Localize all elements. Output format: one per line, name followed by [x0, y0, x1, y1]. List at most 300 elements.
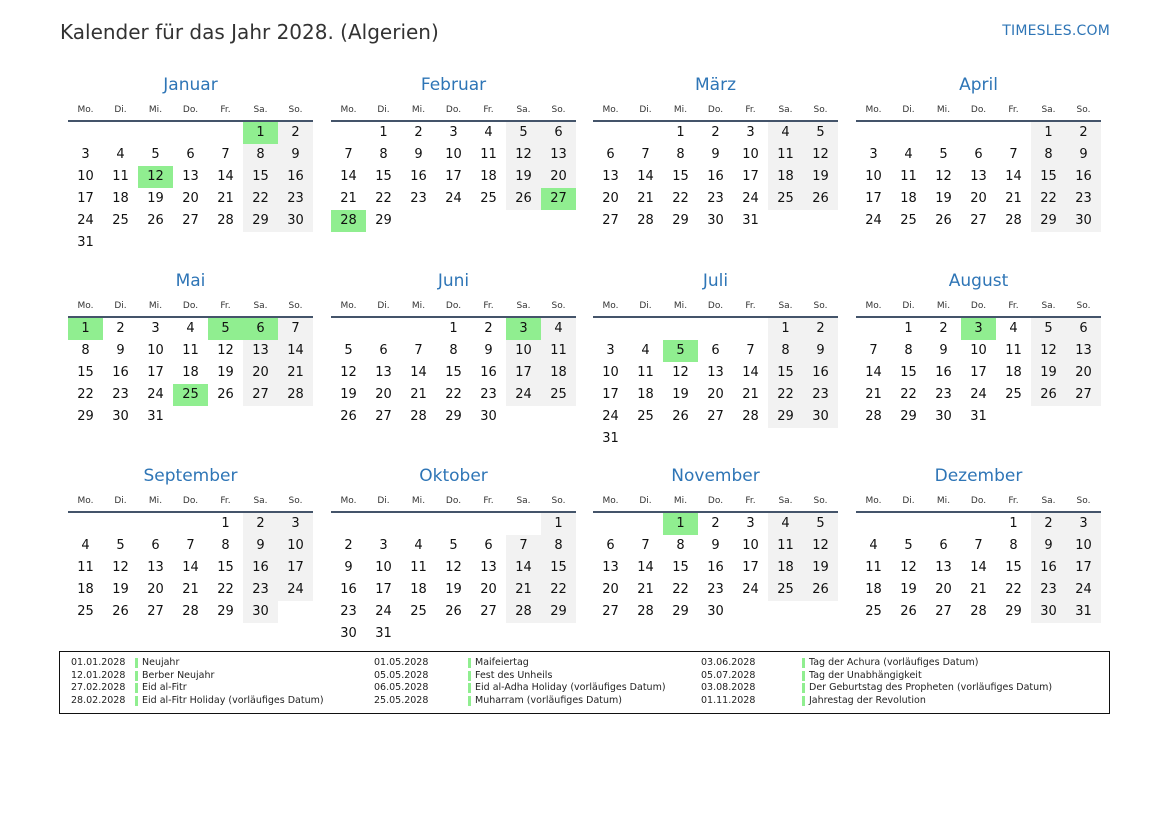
day-cell: 28	[1005, 213, 1022, 228]
month-9	[68, 461, 313, 623]
day-cell: 22	[541, 579, 576, 601]
day-cell: 31	[742, 213, 759, 228]
day-cell: 9	[803, 340, 838, 362]
day-cell: 24	[77, 213, 94, 228]
month-grid	[68, 491, 313, 623]
day-cell: 30	[243, 601, 278, 623]
empty-cell	[401, 318, 436, 340]
day-cell: 22	[1005, 582, 1022, 597]
day-cell: 25	[1005, 387, 1022, 402]
day-cell: 18	[637, 387, 654, 402]
weekday-header: Di.	[891, 296, 926, 318]
day-cell: 1	[449, 321, 458, 336]
day-cell: 20	[147, 582, 164, 597]
month-name: Juni	[437, 271, 470, 291]
day-cell: 13	[602, 560, 619, 575]
weekday-header: Fr.	[471, 296, 506, 318]
day-cell: 3	[869, 147, 878, 162]
day-cell: 11	[637, 365, 654, 380]
month-grid	[593, 491, 838, 623]
day-cell: 31	[602, 431, 619, 446]
day-cell: 21	[1005, 191, 1022, 206]
weekday-header: So.	[541, 491, 576, 513]
day-cell: 16	[480, 365, 497, 380]
day-cell: 25	[480, 191, 497, 206]
day-cell: 18	[768, 166, 803, 188]
day-cell: 21	[278, 362, 313, 384]
day-cell: 15	[541, 557, 576, 579]
day-cell: 31	[970, 409, 987, 424]
month-name: Dezember	[934, 466, 1023, 486]
day-cell: 29	[243, 210, 278, 232]
day-cell: 20	[602, 191, 619, 206]
day-cell: 26	[935, 213, 952, 228]
day-cell: 23	[112, 387, 129, 402]
day-cell: 25	[410, 604, 427, 619]
day-cell: 3	[746, 516, 755, 531]
day-cell: 15	[445, 365, 462, 380]
holiday-row	[71, 682, 324, 695]
day-cell: 18	[865, 582, 882, 597]
day-cell: 27	[182, 213, 199, 228]
day-cell: 10	[445, 147, 462, 162]
holiday-row	[71, 657, 324, 670]
day-cell: 20	[602, 582, 619, 597]
day-cell: 1	[1009, 516, 1018, 531]
month-name: November	[671, 466, 760, 486]
day-cell: 18	[1005, 365, 1022, 380]
day-cell: 27	[935, 604, 952, 619]
day-cell: 16	[1031, 557, 1066, 579]
weekday-header: Mi.	[138, 100, 173, 122]
day-cell: 27	[602, 604, 619, 619]
day-cell: 23	[935, 387, 952, 402]
weekday-header: Fr.	[733, 100, 768, 122]
day-cell: 15	[1031, 166, 1066, 188]
day-cell: 7	[506, 535, 541, 557]
weekday-header: Di.	[366, 296, 401, 318]
weekday-header: Fr.	[996, 491, 1031, 513]
day-cell: 7	[746, 343, 755, 358]
day-cell: 19	[445, 582, 462, 597]
day-cell: 24	[742, 191, 759, 206]
day-cell: 17	[970, 365, 987, 380]
day-cell: 26	[900, 604, 917, 619]
day-cell: 27	[707, 409, 724, 424]
holiday-day-cell: 1	[243, 122, 278, 144]
weekday-header: Sa.	[1031, 100, 1066, 122]
day-cell: 10	[278, 535, 313, 557]
day-cell: 26	[506, 188, 541, 210]
weekday-header: Do.	[436, 296, 471, 318]
empty-cell	[68, 513, 103, 535]
holiday-date: 12.01.2028	[71, 669, 126, 681]
weekday-header: Mo.	[68, 491, 103, 513]
weekday-header: Sa.	[768, 491, 803, 513]
day-cell: 5	[116, 538, 125, 553]
day-cell: 26	[672, 409, 689, 424]
day-cell: 4	[768, 513, 803, 535]
brand-link[interactable]: TIMESLES.COM	[1002, 23, 1110, 39]
day-cell: 6	[939, 538, 948, 553]
weekday-header: Sa.	[1031, 296, 1066, 318]
day-cell: 28	[410, 409, 427, 424]
day-cell: 26	[803, 579, 838, 601]
holiday-row	[701, 657, 1052, 670]
day-cell: 12	[506, 144, 541, 166]
day-cell: 21	[742, 387, 759, 402]
day-cell: 8	[1031, 144, 1066, 166]
empty-cell	[593, 513, 628, 535]
day-cell: 11	[768, 144, 803, 166]
holiday-name: Muharram (vorläufiges Datum)	[475, 695, 622, 707]
day-cell: 22	[375, 191, 392, 206]
day-cell: 10	[147, 343, 164, 358]
month-name: Mai	[175, 271, 206, 291]
day-cell: 16	[340, 582, 357, 597]
day-cell: 29	[672, 604, 689, 619]
day-cell: 27	[970, 213, 987, 228]
weekday-header: Di.	[366, 100, 401, 122]
day-cell: 27	[243, 384, 278, 406]
day-cell: 20	[707, 387, 724, 402]
holiday-day-cell: 1	[68, 318, 103, 340]
day-cell: 4	[414, 538, 423, 553]
day-cell: 4	[81, 538, 90, 553]
weekday-header: Sa.	[243, 100, 278, 122]
day-cell: 5	[904, 538, 913, 553]
day-cell: 12	[112, 560, 129, 575]
day-cell: 20	[541, 166, 576, 188]
day-cell: 8	[243, 144, 278, 166]
day-cell: 25	[865, 604, 882, 619]
day-cell: 8	[676, 147, 685, 162]
day-cell: 2	[344, 538, 353, 553]
day-cell: 25	[112, 213, 129, 228]
weekday-header: Mi.	[138, 491, 173, 513]
day-cell: 16	[707, 560, 724, 575]
day-cell: 9	[243, 535, 278, 557]
day-cell: 20	[935, 582, 952, 597]
day-cell: 5	[803, 513, 838, 535]
day-cell: 7	[278, 318, 313, 340]
day-cell: 26	[1031, 384, 1066, 406]
day-cell: 3	[151, 321, 160, 336]
day-cell: 7	[414, 343, 423, 358]
day-cell: 27	[480, 604, 497, 619]
empty-cell	[961, 122, 996, 144]
weekday-header: Mi.	[926, 296, 961, 318]
day-cell: 8	[676, 538, 685, 553]
day-cell: 2	[116, 321, 125, 336]
month-grid	[331, 296, 576, 428]
month-name: April	[959, 75, 998, 95]
day-cell: 22	[243, 188, 278, 210]
day-cell: 24	[742, 582, 759, 597]
holiday-date: 06.05.2028	[374, 682, 429, 694]
weekday-header: Fr.	[208, 296, 243, 318]
day-cell: 18	[900, 191, 917, 206]
empty-cell	[961, 513, 996, 535]
month-12	[856, 461, 1101, 623]
day-cell: 13	[147, 560, 164, 575]
holiday-name: Eid al-Adha Holiday (vorläufiges Datum)	[475, 682, 666, 694]
day-cell: 11	[1005, 343, 1022, 358]
empty-cell	[103, 122, 138, 144]
day-cell: 30	[1066, 210, 1101, 232]
day-cell: 6	[606, 147, 615, 162]
weekday-header: Mo.	[68, 296, 103, 318]
holiday-name: Eid al-Fitr	[142, 682, 187, 694]
holiday-date: 28.02.2028	[71, 695, 126, 707]
day-cell: 11	[182, 343, 199, 358]
day-cell: 9	[1066, 144, 1101, 166]
day-cell: 1	[904, 321, 913, 336]
day-cell: 24	[375, 604, 392, 619]
holiday-name: Maifeiertag	[475, 657, 529, 668]
weekday-header: Fr.	[996, 296, 1031, 318]
holiday-date: 25.05.2028	[374, 695, 429, 707]
day-cell: 23	[1031, 579, 1066, 601]
weekday-header: Fr.	[733, 296, 768, 318]
empty-cell	[856, 122, 891, 144]
day-cell: 12	[900, 560, 917, 575]
day-cell: 13	[602, 169, 619, 184]
day-cell: 4	[904, 147, 913, 162]
holiday-date: 03.08.2028	[701, 682, 756, 694]
month-grid	[68, 296, 313, 428]
empty-cell	[506, 513, 541, 535]
day-cell: 5	[344, 343, 353, 358]
weekday-header: Do.	[173, 100, 208, 122]
day-cell: 25	[637, 409, 654, 424]
holiday-row	[701, 695, 1052, 708]
day-cell: 10	[865, 169, 882, 184]
day-cell: 11	[112, 169, 129, 184]
day-cell: 16	[803, 362, 838, 384]
day-cell: 2	[278, 122, 313, 144]
day-cell: 1	[1031, 122, 1066, 144]
day-cell: 22	[768, 384, 803, 406]
day-cell: 2	[803, 318, 838, 340]
day-cell: 10	[742, 538, 759, 553]
month-grid	[68, 100, 313, 254]
day-cell: 10	[1066, 535, 1101, 557]
month-name: September	[143, 466, 238, 486]
month-grid	[331, 491, 576, 645]
day-cell: 6	[484, 538, 493, 553]
weekday-header: Sa.	[243, 491, 278, 513]
day-cell: 14	[970, 560, 987, 575]
weekday-header: Do.	[173, 296, 208, 318]
day-cell: 3	[81, 147, 90, 162]
day-cell: 8	[541, 535, 576, 557]
holiday-day-cell: 5	[208, 318, 243, 340]
day-cell: 24	[602, 409, 619, 424]
empty-cell	[331, 318, 366, 340]
empty-cell	[331, 513, 366, 535]
day-cell: 23	[803, 384, 838, 406]
weekday-header: Mo.	[331, 491, 366, 513]
day-cell: 24	[1066, 579, 1101, 601]
weekday-header: Mo.	[68, 100, 103, 122]
day-cell: 28	[742, 409, 759, 424]
holiday-row	[71, 670, 324, 683]
day-cell: 6	[541, 122, 576, 144]
empty-cell	[208, 122, 243, 144]
day-cell: 20	[375, 387, 392, 402]
day-cell: 23	[340, 604, 357, 619]
day-cell: 21	[217, 191, 234, 206]
day-cell: 28	[970, 604, 987, 619]
day-cell: 3	[278, 513, 313, 535]
weekday-header: Do.	[961, 100, 996, 122]
day-cell: 6	[151, 538, 160, 553]
day-cell: 20	[182, 191, 199, 206]
day-cell: 23	[480, 387, 497, 402]
day-cell: 2	[939, 321, 948, 336]
day-cell: 2	[484, 321, 493, 336]
empty-cell	[891, 513, 926, 535]
day-cell: 30	[935, 409, 952, 424]
day-cell: 5	[939, 147, 948, 162]
holiday-day-cell: 3	[961, 318, 996, 340]
day-cell: 9	[278, 144, 313, 166]
day-cell: 16	[112, 365, 129, 380]
day-cell: 27	[1066, 384, 1101, 406]
holiday-name: Neujahr	[142, 657, 180, 668]
day-cell: 25	[768, 188, 803, 210]
day-cell: 15	[900, 365, 917, 380]
day-cell: 16	[1066, 166, 1101, 188]
month-7	[593, 266, 838, 450]
weekday-header: Fr.	[733, 491, 768, 513]
day-cell: 11	[77, 560, 94, 575]
day-cell: 15	[217, 560, 234, 575]
day-cell: 17	[278, 557, 313, 579]
weekday-header: Sa.	[768, 100, 803, 122]
day-cell: 19	[217, 365, 234, 380]
day-cell: 13	[243, 340, 278, 362]
day-cell: 26	[340, 409, 357, 424]
month-name: Juli	[702, 271, 729, 291]
day-cell: 18	[768, 557, 803, 579]
day-cell: 13	[182, 169, 199, 184]
weekday-header: So.	[803, 296, 838, 318]
weekday-header: Mi.	[663, 296, 698, 318]
day-cell: 8	[449, 343, 458, 358]
day-cell: 29	[1005, 604, 1022, 619]
weekday-header: Do.	[436, 100, 471, 122]
holiday-name: Fest des Unheils	[475, 669, 553, 681]
day-cell: 10	[970, 343, 987, 358]
day-cell: 26	[217, 387, 234, 402]
day-cell: 23	[243, 579, 278, 601]
day-cell: 14	[182, 560, 199, 575]
day-cell: 2	[711, 516, 720, 531]
weekday-header: Mo.	[856, 296, 891, 318]
holiday-legend	[59, 651, 1110, 714]
day-cell: 3	[1066, 513, 1101, 535]
day-cell: 1	[676, 125, 685, 140]
holiday-name: Tag der Achura (vorläufiges Datum)	[809, 657, 979, 668]
month-grid	[856, 296, 1101, 428]
day-cell: 6	[186, 147, 195, 162]
day-cell: 12	[803, 144, 838, 166]
weekday-header: Fr.	[208, 491, 243, 513]
day-cell: 28	[865, 409, 882, 424]
holiday-day-cell: 25	[173, 384, 208, 406]
weekday-header: So.	[541, 100, 576, 122]
page-title: Kalender für das Jahr 2028. (Algerien)	[60, 20, 439, 44]
empty-cell	[331, 122, 366, 144]
holiday-name: Eid al-Fitr Holiday (vorläufiges Datum)	[142, 695, 324, 707]
day-cell: 10	[602, 365, 619, 380]
empty-cell	[366, 318, 401, 340]
month-5	[68, 266, 313, 428]
day-cell: 25	[541, 384, 576, 406]
day-cell: 1	[379, 125, 388, 140]
day-cell: 8	[1009, 538, 1018, 553]
day-cell: 14	[742, 365, 759, 380]
holiday-date: 01.11.2028	[701, 695, 756, 707]
day-cell: 22	[77, 387, 94, 402]
day-cell: 23	[410, 191, 427, 206]
day-cell: 9	[1031, 535, 1066, 557]
weekday-header: Di.	[366, 491, 401, 513]
day-cell: 17	[506, 362, 541, 384]
day-cell: 22	[900, 387, 917, 402]
empty-cell	[628, 513, 663, 535]
day-cell: 21	[637, 191, 654, 206]
day-cell: 9	[484, 343, 493, 358]
day-cell: 18	[480, 169, 497, 184]
weekday-header: Di.	[891, 100, 926, 122]
weekday-header: Di.	[628, 491, 663, 513]
day-cell: 4	[116, 147, 125, 162]
day-cell: 15	[375, 169, 392, 184]
day-cell: 10	[77, 169, 94, 184]
day-cell: 4	[641, 343, 650, 358]
day-cell: 29	[768, 406, 803, 428]
weekday-header: Sa.	[506, 296, 541, 318]
weekday-header: Mo.	[593, 491, 628, 513]
day-cell: 27	[147, 604, 164, 619]
month-2	[331, 70, 576, 232]
day-cell: 17	[1066, 557, 1101, 579]
day-cell: 5	[151, 147, 160, 162]
day-cell: 18	[112, 191, 129, 206]
day-cell: 28	[637, 213, 654, 228]
weekday-header: Fr.	[471, 491, 506, 513]
weekday-header: Sa.	[506, 491, 541, 513]
empty-cell	[401, 513, 436, 535]
day-cell: 4	[869, 538, 878, 553]
holiday-day-cell: 28	[331, 210, 366, 232]
weekday-header: Do.	[961, 491, 996, 513]
day-cell: 19	[803, 557, 838, 579]
empty-cell	[593, 318, 628, 340]
day-cell: 23	[1066, 188, 1101, 210]
month-name: März	[695, 75, 736, 95]
day-cell: 29	[375, 213, 392, 228]
holiday-column	[374, 657, 666, 708]
month-grid	[856, 100, 1101, 232]
day-cell: 20	[480, 582, 497, 597]
day-cell: 12	[935, 169, 952, 184]
month-4	[856, 70, 1101, 232]
day-cell: 5	[449, 538, 458, 553]
